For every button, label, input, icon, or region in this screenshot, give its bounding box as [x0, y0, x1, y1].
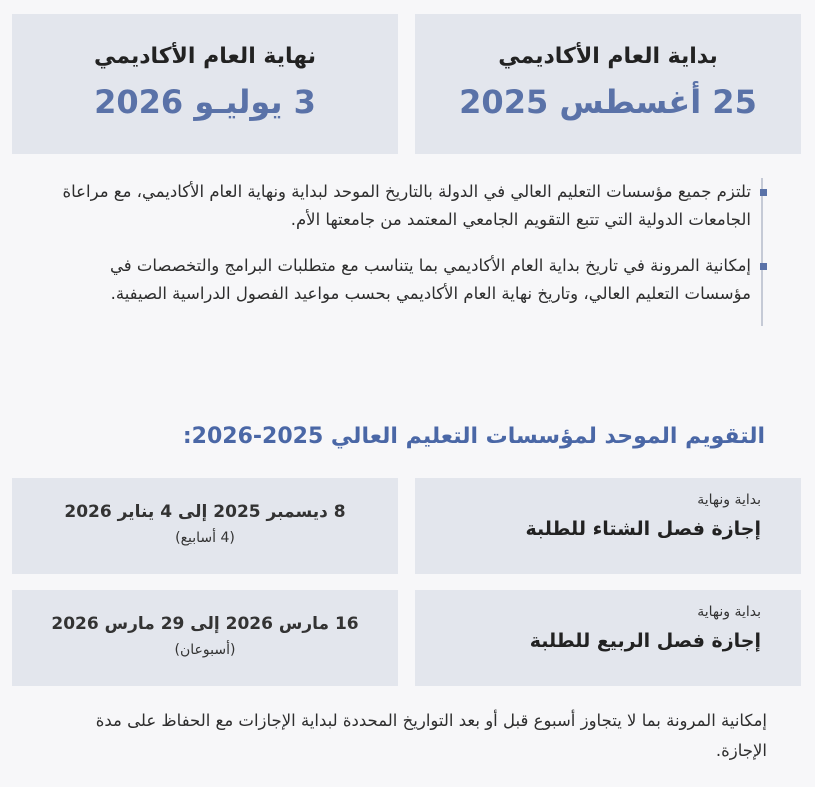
holiday-small-label: بداية ونهاية [697, 492, 761, 508]
academic-year-start-box [415, 14, 801, 154]
holiday-dates: 16 مارس 2026 إلى 29 مارس 2026 [51, 614, 359, 634]
academic-year-boxes [12, 14, 801, 154]
holiday-name: إجازة فصل الشتاء للطلبة [525, 518, 761, 540]
holiday-row [12, 478, 801, 574]
academic-year-start-date: 25 أغسطس 2025 [459, 83, 757, 121]
section-title: التقويم الموحد لمؤسسات التعليم العالي 2025-2026: [182, 424, 765, 449]
policy-bullets [51, 178, 763, 326]
holiday-dates-cell [12, 478, 398, 574]
holiday-label-cell [415, 478, 801, 574]
holiday-name: إجازة فصل الربيع للطلبة [529, 630, 761, 652]
flexibility-note: إمكانية المرونة بما لا يتجاوز أسبوع قبل أو بعد التواريخ المحددة لبداية الإجازات مع الحفاظ على مدة الإجازة. [95, 711, 767, 760]
policy-bullet [51, 252, 751, 308]
academic-year-end-box [12, 14, 398, 154]
academic-year-end-label: نهاية العام الأكاديمي [93, 44, 317, 69]
academic-year-end-date: 3 يوليـو 2026 [94, 83, 316, 121]
holiday-row [12, 590, 801, 686]
policy-bullet-text: تلتزم جميع مؤسسات التعليم العالي في الدولة بالتاريخ الموحد لبداية ونهاية العام الأكاديمي، مع مراعاة الجامعات الدولية التي تتبع التقويم الجامعي المعتمد من جامعتها الأم. [62, 182, 751, 229]
holiday-dates: 8 ديسمبر 2025 إلى 4 يناير 2026 [64, 502, 346, 522]
holiday-dates-cell [12, 590, 398, 686]
holiday-label-cell [415, 590, 801, 686]
holiday-duration: (4 أسابيع) [175, 530, 235, 546]
policy-bullet-text: إمكانية المرونة في تاريخ بداية العام الأكاديمي بما يتناسب مع متطلبات البرامج والتخصصات في مؤسسات التعليم العالي، وتاريخ نهاية العام الأكاديمي بحسب مواعيد الفصول الدراسية الصيفية. [109, 256, 751, 303]
holiday-small-label: بداية ونهاية [697, 604, 761, 620]
policy-bullet [51, 178, 751, 234]
holiday-duration: (أسبوعان) [174, 642, 236, 658]
square-bullet-icon [760, 263, 767, 270]
square-bullet-icon [760, 189, 767, 196]
academic-year-start-label: بداية العام الأكاديمي [498, 44, 718, 69]
